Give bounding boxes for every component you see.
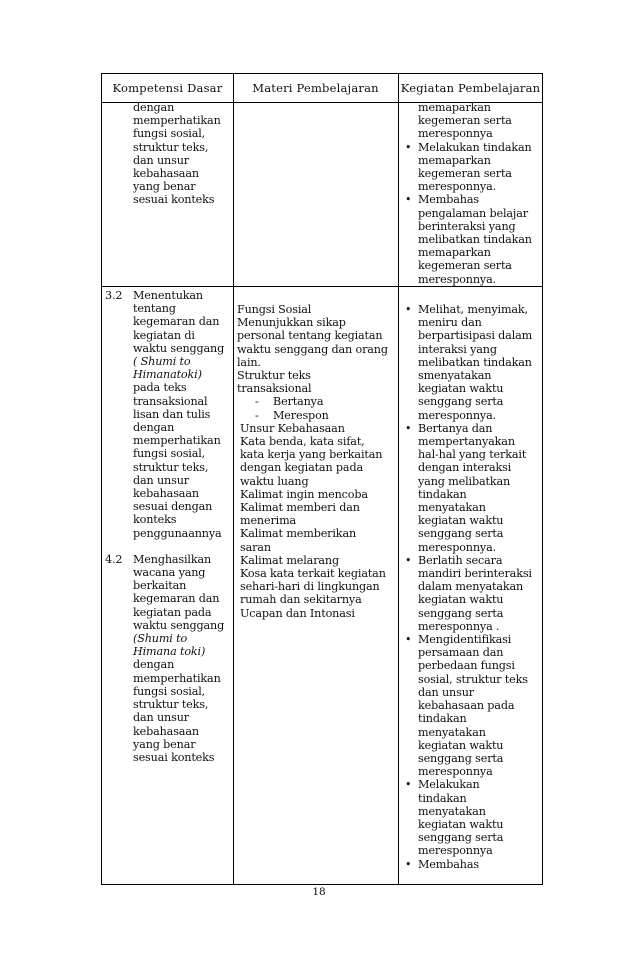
dash-marker: - [255, 408, 259, 422]
text-line: struktur teks, [133, 140, 209, 154]
dash-marker: - [255, 395, 259, 409]
text-line: (Shumi to [133, 632, 188, 646]
text-line: struktur teks, [133, 460, 209, 474]
sub-list-label: Bertanya [273, 395, 324, 409]
bullet-item [402, 633, 532, 778]
text-line: dengan interaksi [418, 461, 512, 475]
header-materi-pembelajaran: Materi Pembelajaran [252, 81, 379, 95]
column-divider [233, 74, 234, 884]
text-line: hal-hal yang terkait [418, 448, 527, 462]
text-line: konteks [133, 513, 177, 527]
text-line: tindakan [418, 791, 467, 805]
text-line: meresponnya [418, 844, 493, 858]
bullet-item [402, 778, 532, 857]
text-line: kata kerja yang berkaitan [240, 448, 383, 462]
text-line: kegiatan waktu [418, 593, 504, 607]
text-line: Kosa kata terkait kegiatan [240, 567, 386, 581]
text-line: pada teks [133, 381, 187, 395]
bullet-item [402, 303, 532, 422]
text-line: memaparkan [418, 153, 491, 167]
text-line: memperhatikan [133, 434, 221, 448]
text-line: berpartisipasi dalam [418, 329, 533, 343]
numbered-line [105, 289, 224, 302]
text-line: memperhatikan [133, 114, 221, 128]
text-line: penggunaannya [133, 526, 222, 540]
kd-number: 3.2 [105, 289, 123, 302]
text-line: dalam menyatakan [418, 580, 524, 594]
text-line: memaparkan [418, 101, 491, 114]
text-line: Fungsi Sosial [237, 303, 312, 316]
text-line: Membahas [418, 193, 479, 207]
bullet-icon: • [405, 857, 412, 871]
bullet-icon: • [405, 633, 412, 647]
text-line: senggang serta [418, 606, 504, 620]
numbered-line [105, 553, 224, 566]
curriculum-table [101, 73, 543, 885]
text-line: menerima [240, 514, 297, 528]
text-line: kegiatan waktu [418, 514, 504, 528]
text-line: tindakan [418, 712, 467, 726]
kd-number: 4.2 [105, 552, 123, 566]
text-line: pengalaman belajar [418, 206, 528, 220]
text-line: tindakan [418, 487, 467, 501]
bullet-item [402, 422, 532, 554]
row2-kegiatan [402, 303, 532, 871]
text-line: meresponnya [418, 765, 493, 779]
text-line: mempertanyakan [418, 435, 515, 449]
sub-list-item [237, 395, 388, 408]
text-line: dan unsur [133, 153, 189, 167]
text-line: Mengidentifikasi [418, 633, 512, 647]
text-line: sehari-hari di lingkungan [240, 580, 380, 594]
bullet-item [402, 193, 532, 285]
text-line: kebahasaan [133, 487, 199, 501]
kd-first-line: Menghasilkan [133, 552, 212, 566]
text-line: waktu senggang [133, 341, 225, 355]
text-line: meresponnya. [418, 540, 496, 554]
text-line: dan unsur [133, 711, 189, 725]
text-line: kegemeran serta [418, 167, 512, 181]
text-line: meresponnya. [418, 408, 496, 422]
text-line: dengan kegiatan pada [240, 461, 363, 475]
text-line: interaksi yang [418, 342, 497, 356]
text-line: meniru dan [418, 316, 482, 330]
text-line: senggang serta [418, 751, 504, 765]
text-line: mandiri berinteraksi [418, 567, 532, 581]
text-line: berinteraksi yang [418, 219, 516, 233]
text-line: Kalimat memberikan [240, 527, 357, 541]
text-line: menyatakan [418, 501, 486, 515]
text-line: personal tentang kegiatan [237, 329, 383, 343]
text-line: dengan [133, 658, 175, 672]
bullet-item [402, 554, 532, 633]
text-line: kegiatan waktu [418, 738, 504, 752]
text-line: transaksional [133, 394, 208, 408]
bullet-item [402, 141, 532, 194]
text-line: Melakukan [418, 778, 480, 792]
text-line: memperhatikan [133, 671, 221, 685]
bullet-icon: • [405, 193, 412, 207]
text-line: yang benar [133, 180, 196, 194]
text-line: Himana toki) [133, 645, 206, 659]
bullet-icon: • [405, 140, 412, 154]
text-line: lain. [237, 355, 261, 369]
text-line: persamaan dan [418, 646, 504, 660]
text-line: fungsi sosial, [133, 127, 206, 141]
text-line: wacana yang [133, 566, 206, 580]
text-line: Melihat, menyimak, [418, 303, 528, 316]
text-line: Bertanya dan [418, 421, 493, 435]
text-line: Berlatih secara [418, 553, 503, 567]
column-divider [398, 74, 399, 884]
sub-list-item [237, 409, 388, 422]
text-line: sosial, struktur teks [418, 672, 528, 686]
text-line: melibatkan tindakan [418, 233, 532, 247]
text-line: dan unsur [418, 685, 474, 699]
text-line: berkaitan [133, 579, 187, 593]
text-line: kegemeran serta [418, 114, 512, 128]
row2-materi [237, 303, 388, 620]
text-line: yang melibatkan [418, 474, 511, 488]
sub-list-label: Merespon [273, 408, 329, 422]
text-line: kegemeran serta [418, 259, 512, 273]
text-line: senggang serta [418, 831, 504, 845]
text-line: rumah dan sekitarnya [240, 593, 362, 607]
text-line: Melakukan tindakan [418, 140, 532, 154]
text-line: kegemaran dan [133, 315, 220, 329]
text-line: sesuai dengan [133, 500, 213, 514]
text-line: sesuai konteks [133, 750, 215, 764]
text-line: menyatakan [418, 804, 486, 818]
header-kegiatan-pembelajaran: Kegiatan Pembelajaran [400, 81, 541, 95]
spacer [105, 540, 224, 553]
row1-kompetensi-dasar [133, 101, 221, 207]
text-line: smenyatakan [418, 369, 492, 383]
text-line: dengan [133, 421, 175, 435]
text-line: senggang serta [418, 527, 504, 541]
text-line: senggang serta [418, 395, 504, 409]
text-line: transaksional [237, 382, 312, 396]
text-line: ( Shumi to [133, 355, 191, 369]
bullet-icon: • [405, 778, 412, 792]
row-divider [102, 286, 542, 287]
text-line: kebahasaan pada [418, 699, 515, 713]
bullet-icon: • [405, 553, 412, 567]
text-line: Himanatoki) [133, 368, 202, 382]
text-line: meresponnya. [418, 180, 496, 194]
text-line: sesuai konteks [133, 193, 215, 207]
text-line: melibatkan tindakan [418, 355, 532, 369]
bullet-icon: • [405, 303, 412, 316]
text-line: saran [240, 540, 271, 554]
text-line: kegemaran dan [133, 592, 220, 606]
text-line: waktu senggang dan orang [237, 342, 388, 356]
row2-kompetensi-dasar [105, 289, 224, 764]
text-line: yang benar [133, 737, 196, 751]
text-line: Kalimat ingin mencoba [240, 487, 368, 501]
text-line: Ucapan dan Intonasi [240, 606, 355, 620]
text-line: Kalimat melarang [240, 553, 339, 567]
text-line: menyatakan [418, 725, 486, 739]
header-kompetensi-dasar: Kompetensi Dasar [112, 81, 223, 95]
text-line: tentang [133, 302, 176, 316]
text-line: kegiatan waktu [418, 382, 504, 396]
bullet-icon: • [405, 421, 412, 435]
text-line: kebahasaan [133, 724, 199, 738]
row1-kegiatan [402, 101, 532, 286]
text-line: struktur teks, [133, 698, 209, 712]
page-number: 18 [312, 886, 326, 898]
kd-first-line: Menentukan [133, 289, 203, 302]
text-line: Struktur teks [237, 369, 311, 383]
materi-heading: Unsur Kebahasaan [240, 421, 345, 435]
text-line: fungsi sosial, [133, 447, 206, 461]
text-line: kegiatan di [133, 328, 195, 342]
text-line: meresponnya . [418, 619, 500, 633]
text-line: Kata benda, kata sifat, [240, 435, 365, 449]
text-line: dan unsur [133, 473, 189, 487]
text-line: kegiatan pada [133, 605, 212, 619]
text-line: waktu senggang [133, 618, 225, 632]
text-line: waktu luang [240, 474, 309, 488]
text-line: memaparkan [418, 246, 491, 260]
text-line: meresponnya [418, 127, 493, 141]
text-line: Menunjukkan sikap [237, 316, 346, 330]
text-line: lisan dan tulis [133, 407, 211, 421]
text-line: Kalimat memberi dan [240, 501, 360, 515]
text-line: dengan [133, 101, 175, 114]
text-line: perbedaan fungsi [418, 659, 515, 673]
bullet-item [402, 858, 532, 871]
text-line: kegiatan waktu [418, 817, 504, 831]
text-line: Membahas [418, 857, 479, 871]
text-line: kebahasaan [133, 167, 199, 181]
text-line: fungsi sosial, [133, 684, 206, 698]
text-line: meresponnya. [418, 272, 496, 286]
